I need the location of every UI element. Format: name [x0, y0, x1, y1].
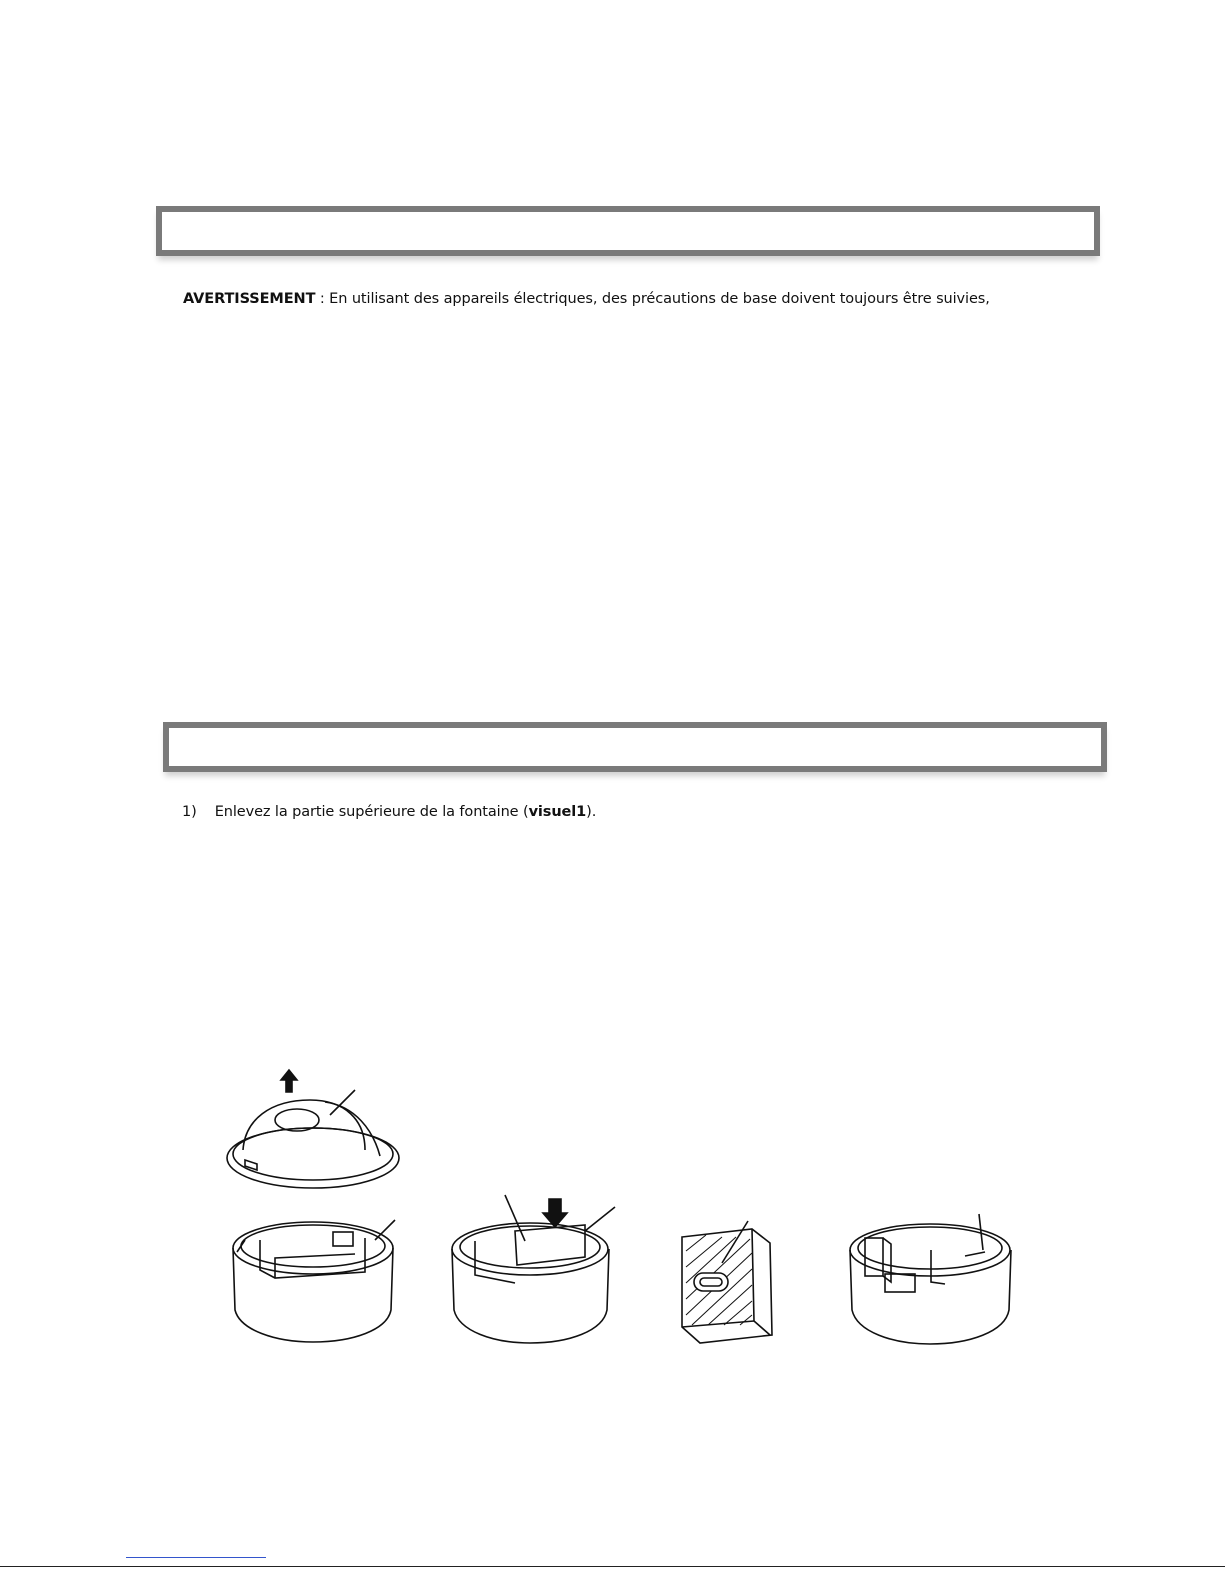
footer-link-underline: [126, 1557, 266, 1558]
warning-label: AVERTISSEMENT: [183, 291, 316, 307]
step-text-after: ).: [586, 804, 597, 820]
section-header-box-2: [163, 722, 1107, 772]
fountain-lift-illustration: [215, 1060, 405, 1350]
step-bold: visuel1: [528, 804, 587, 820]
footer-rule: [0, 1566, 1225, 1567]
pump-cover-illustration: [670, 1215, 790, 1350]
warning-paragraph: [183, 291, 990, 307]
base-illustration: [845, 1210, 1020, 1350]
step-1: [182, 804, 596, 820]
step-text-before: Enlevez la partie supérieure de la fontaine (: [214, 804, 529, 820]
warning-text: : En utilisant des appareils électriques, des précautions de base doivent toujours être suivies,: [315, 291, 990, 307]
step-number: 1): [182, 804, 197, 820]
filter-insert-illustration: [445, 1185, 630, 1350]
section-header-box-1: [156, 206, 1100, 256]
